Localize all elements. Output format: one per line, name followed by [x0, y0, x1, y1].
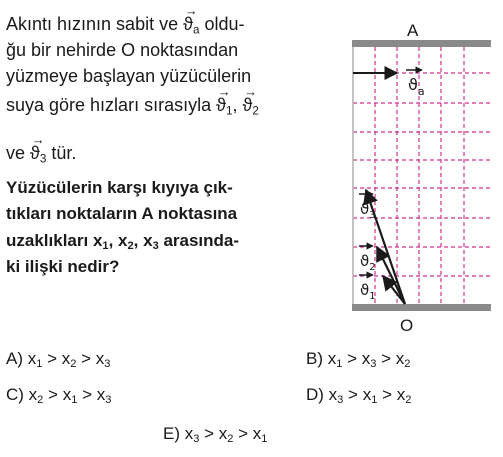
question-text: ve	[6, 143, 31, 163]
question-text: tür.	[46, 143, 77, 163]
question-text: Akıntı hızının sabit ve	[6, 14, 184, 34]
bold-question-line-4: ki ilişki nedir?	[6, 257, 120, 276]
velocity-1-symbol: → $ϑ_1$	[216, 95, 232, 115]
question-line-4: suya göre hızları sırasıyla → $ϑ_1$, → $ϑ_2$	[6, 95, 259, 115]
question-line-2: ğu bir nehirde O noktasından	[6, 40, 239, 60]
bold-question-line-1: Yüzücülerin karşı kıyıya çık-	[6, 178, 233, 197]
bold-question-line-3: uzaklıkları $x_1$, $x_2$, $x_3$ arasında-	[6, 231, 240, 253]
point-a-label: A	[407, 21, 419, 40]
question-line-5	[6, 143, 77, 166]
bottom-bank	[352, 304, 491, 311]
option-b[interactable]: B) $x_1 > x_3 > x_2$	[306, 349, 411, 371]
question-line-1	[6, 14, 245, 37]
velocity-2-symbol: → $ϑ_2$	[242, 95, 258, 115]
question-line-3: yüzmeye başlayan yüzücülerin	[6, 66, 252, 86]
question-text: suya göre hızları sırasıyla	[6, 95, 217, 115]
point-o-label: O	[400, 316, 414, 335]
top-bank	[352, 40, 491, 47]
velocity-3-label: $ϑ_3$	[360, 200, 376, 221]
bold-question-line-2: tıkları noktaların A noktasına	[6, 204, 238, 223]
velocity-2-label: $ϑ_2$	[360, 252, 376, 273]
option-e[interactable]: E) $x_3 > x_2 > x_1$	[163, 424, 268, 446]
question-text: oldu-	[199, 14, 245, 34]
option-a[interactable]: A) $x_1 > x_2 > x_3$	[6, 349, 111, 371]
option-d[interactable]: D) $x_3 > x_1 > x_2$	[306, 385, 412, 407]
velocity-3-symbol: → $ϑ_3$	[30, 143, 46, 163]
river-diagram	[330, 18, 500, 336]
velocity-1-label: $ϑ_1$	[360, 281, 376, 302]
velocity-3-arrow	[366, 190, 405, 304]
option-c[interactable]: C) $x_2 > x_1 > x_3$	[6, 385, 112, 407]
current-velocity-symbol: → $ϑ_a$	[183, 14, 199, 34]
current-velocity-label: $ϑ_a$	[408, 75, 425, 98]
swimmer-velocity-arrows	[366, 190, 405, 304]
